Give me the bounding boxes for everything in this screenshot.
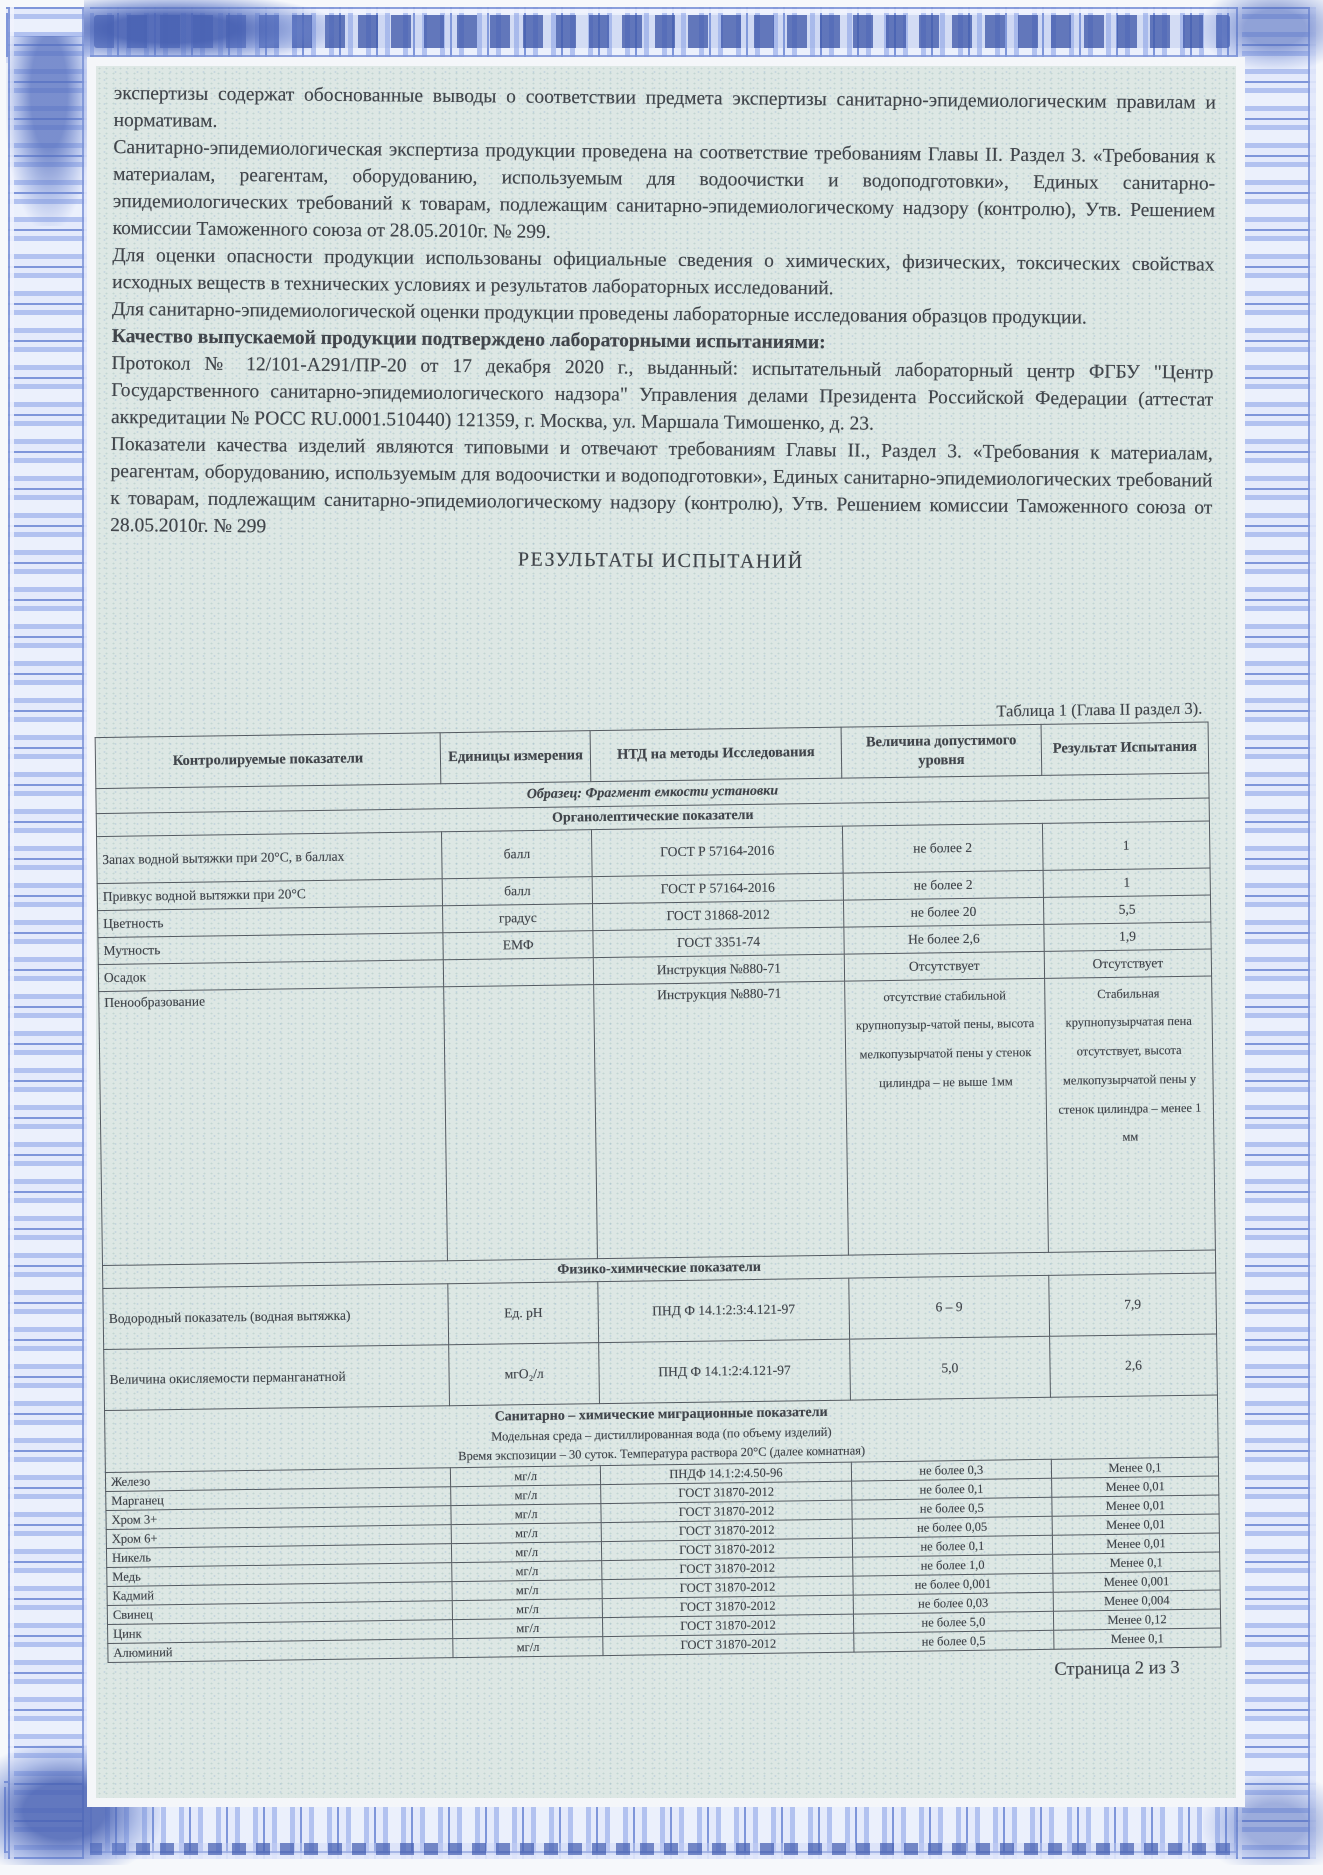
guilloche-border-top (6, 7, 1316, 63)
cell-method: ПНД Ф 14.1:2:4.121-97 (599, 1339, 850, 1403)
cell-indicator: Хром 3+ (106, 1506, 451, 1530)
cell-unit: мг/л (451, 1523, 602, 1544)
table-caption: Таблица 1 (Глава II раздел 3). (996, 698, 1203, 721)
cell-indicator: Железо (105, 1468, 450, 1492)
cell-limit: не более 0,5 (853, 1631, 1054, 1653)
cell-method: ГОСТ 31870-2012 (602, 1577, 853, 1599)
cell-limit: не более 0,1 (852, 1536, 1053, 1558)
cell-unit: мг/л (453, 1618, 604, 1639)
cell-limit: 6 – 9 (848, 1275, 1049, 1339)
migration-model-medium: Модельная среда – дистиллированная вода (по объему изделий) (491, 1424, 832, 1444)
section-title: Органолептические показатели (96, 798, 1209, 837)
cell-unit: мг/л (451, 1485, 602, 1506)
cell-result: 5,5 (1043, 895, 1210, 924)
cell-result: Стабильная крупнопузырчатая пена отсутствует, высота мелкопузырчатой пены у стенок цилиндра – менее 1 мм (1045, 976, 1216, 1252)
cell-unit: мг/л (451, 1504, 602, 1525)
migration-exposure-conditions: Время экспозиции – 30 суток. Температура раствора 20°С (далее комнатная) (458, 1443, 866, 1463)
cell-method: ГОСТ 3351-74 (593, 927, 844, 957)
cell-limit: 5,0 (849, 1336, 1050, 1400)
col-header-methods: НТД на методы Исследования (590, 727, 841, 781)
cell-unit: мг/л (450, 1466, 601, 1487)
cell-limit: не более 5,0 (853, 1612, 1054, 1634)
cell-indicator: Осадок (98, 959, 443, 991)
cell-unit: мг/л (453, 1637, 604, 1658)
cell-indicator: Никель (106, 1544, 451, 1568)
cell-result: Менее 0,12 (1053, 1609, 1220, 1630)
section-title: Физико-химические показатели (103, 1250, 1216, 1289)
cell-method: ГОСТ 31870-2012 (601, 1501, 852, 1523)
cell-method: ПНДФ 14.1:2:4.50-96 (601, 1463, 852, 1485)
cell-indicator: Запах водной вытяжки при 20°С, в баллах (97, 831, 443, 883)
cell-result: Менее 0,001 (1053, 1571, 1220, 1592)
document-text-block (110, 80, 1216, 580)
paragraph: Показатели качества изделий являются типовыми и отвечают требованиям Главы II., Раздел 3. «Требования к материалам, реагентам, оборудованию, используемым для водоочистки и водоподготовки», Единых санитарно-эпидемиологических требований к товарам, подлежащим санитарно-эпидемиологическому надзору (контролю), Утв. Решением комиссии Таможенного союза от 28.05.2010г. № 299 (110, 433, 1213, 538)
cell-indicator: Свинец (107, 1601, 452, 1625)
paragraph: Протокол № 12/101-А291/ПР-20 от 17 декабря 2020 г., выданный: испытательный лабораторный центр ФГБУ "Центр Государственного санитарно-эпидемиологического надзора" Управления делами Президента Российской Федерации (аттестат аккредитации № РОСС RU.0001.510440) 121359, г. Москва, ул. Маршала Тимошенко, д. 23. (110, 352, 1214, 435)
cell-indicator: Хром 6+ (106, 1525, 451, 1549)
col-header-result: Результат Испытания (1041, 722, 1209, 775)
cell-unit: мг/л (452, 1561, 603, 1582)
cell-result: 1 (1042, 821, 1210, 870)
paragraph: экспертизы содержат обоснованные выводы о соответствии предмета экспертизы санитарно-эпидемиологическим правилам и нормативам. (113, 82, 1216, 132)
cell-method: ГОСТ Р 57164-2016 (592, 873, 843, 903)
cell-unit: балл (442, 876, 593, 905)
cell-method: Инструкция №880-71 (594, 981, 848, 1258)
cell-unit: мг/л (452, 1599, 603, 1620)
cell-limit: не более 2 (843, 870, 1044, 900)
cell-limit: не более 2 (842, 823, 1043, 873)
cell-result: Менее 0,004 (1053, 1590, 1220, 1611)
cell-result: 7,9 (1049, 1273, 1217, 1336)
results-table (95, 722, 1222, 1664)
cell-method: ГОСТ 31868-2012 (593, 900, 844, 930)
cell-limit: не более 0,03 (853, 1593, 1054, 1615)
cell-result: 1 (1043, 868, 1210, 897)
cell-method: ГОСТ 31870-2012 (603, 1615, 854, 1637)
cell-indicator: Кадмий (107, 1582, 452, 1606)
page-number: Страница 2 из 3 (1054, 1658, 1180, 1681)
cell-method: Инструкция №880-71 (594, 954, 845, 984)
table-row (99, 976, 1216, 1266)
col-header-units: Единицы измерения (440, 731, 591, 784)
cell-method: ГОСТ 31870-2012 (602, 1596, 853, 1618)
cell-result: 2,6 (1050, 1334, 1218, 1397)
cell-result: Менее 0,1 (1053, 1552, 1220, 1573)
cell-indicator: Марганец (106, 1487, 451, 1511)
migration-section-title: Санитарно – химические миграционные показатели (494, 1404, 828, 1425)
quality-statement-heading: Качество выпускаемой продукции подтверждено лабораторными испытаниями: (111, 325, 826, 354)
cell-method: ГОСТ 31870-2012 (601, 1520, 852, 1542)
cell-unit: ЕМФ (443, 930, 594, 959)
results-table-block (94, 699, 1222, 1695)
cell-limit: не более 0,001 (853, 1574, 1054, 1596)
cell-result: Менее 0,01 (1052, 1514, 1219, 1535)
cell-limit: Не более 2,6 (844, 924, 1045, 954)
cell-unit: мг/л (451, 1542, 602, 1563)
cell-indicator: Цветность (98, 905, 443, 937)
sample-description: Образец: Фрагмент емкости установки (96, 773, 1209, 814)
cell-indicator: Величина окисляемости перманганатной (104, 1344, 450, 1410)
results-heading: РЕЗУЛЬТАТЫ ИСПЫТАНИЙ (517, 548, 804, 574)
guilloche-border-left (8, 7, 90, 1859)
cell-limit: Отсутствует (844, 951, 1045, 981)
cell-indicator: Пенообразование (99, 986, 448, 1265)
cell-indicator: Привкус водной вытяжки при 20°С (97, 878, 442, 910)
cell-method: ГОСТ 31870-2012 (602, 1539, 853, 1561)
guilloche-border-right (1236, 7, 1316, 1859)
cell-method: ПНД Ф 14.1:2:3:4.121-97 (598, 1278, 849, 1342)
cell-method: ГОСТ 31870-2012 (603, 1634, 854, 1656)
cell-indicator: Алюминий (108, 1639, 453, 1663)
cell-result: Менее 0,1 (1054, 1628, 1221, 1649)
cell-unit: балл (441, 829, 592, 878)
col-header-limit: Величина допустимого уровня (841, 724, 1042, 777)
paragraph: Для санитарно-эпидемиологической оценки продукции проведены лабораторные исследования образцов продукции. (111, 298, 1087, 329)
cell-limit: отсутствие стабильной крупнопузыр-чатой пены, высота мелкопузырчатой пены у стенок цилиндра – не выше 1мм (844, 978, 1048, 1255)
cell-limit: не более 0,5 (852, 1498, 1053, 1520)
cell-result: Менее 0,01 (1052, 1533, 1219, 1554)
cell-unit: Ед. pH (448, 1281, 599, 1344)
cell-method: ГОСТ 31870-2012 (601, 1482, 852, 1504)
cell-unit (443, 957, 594, 986)
cell-unit: мг/л (452, 1580, 603, 1601)
cell-unit: мгО₂/л (449, 1342, 600, 1405)
cell-result: Менее 0,01 (1052, 1476, 1219, 1497)
cell-indicator: Медь (107, 1563, 452, 1587)
cell-limit: не более 0,1 (851, 1479, 1052, 1501)
cell-unit: градус (443, 903, 594, 932)
cell-limit: не более 0,3 (851, 1460, 1052, 1482)
cell-method: ГОСТ 31870-2012 (602, 1558, 853, 1580)
cell-result: Менее 0,01 (1052, 1495, 1219, 1516)
cell-limit: не более 0,05 (852, 1517, 1053, 1539)
document-paper (96, 66, 1236, 1798)
paragraph: Для оценки опасности продукции использованы официальные сведения о химических, физических, токсических свойствах исходных веществ в технических условиях и результатов лабораторных исследований. (112, 244, 1215, 300)
paragraph: Санитарно-эпидемиологическая экспертиза продукции проведена на соответствие требованиям Главы II. Раздел 3. «Требования к материалам, реагентам, оборудованию, используемым для водоочистки и водоподготовки», Единых санитарно-эпидемиологических требований к товарам, подлежащим санитарно-эпидемиологическому надзору (контролю), Утв. Решением комиссии Таможенного союза от 28.05.2010г. № 299. (112, 136, 1216, 243)
cell-result: 1,9 (1044, 922, 1211, 951)
col-header-indicators: Контролируемые показатели (95, 733, 441, 788)
cell-indicator: Цинк (108, 1620, 453, 1644)
cell-limit: не более 20 (843, 897, 1044, 927)
cell-unit (444, 984, 598, 1260)
cell-limit: не более 1,0 (852, 1555, 1053, 1577)
cell-result: Менее 0,1 (1051, 1457, 1218, 1478)
cell-indicator: Водородный показатель (водная вытяжка) (103, 1283, 449, 1349)
cell-method: ГОСТ Р 57164-2016 (592, 826, 843, 876)
cell-result: Отсутствует (1044, 949, 1211, 978)
cell-indicator: Мутность (98, 932, 443, 964)
